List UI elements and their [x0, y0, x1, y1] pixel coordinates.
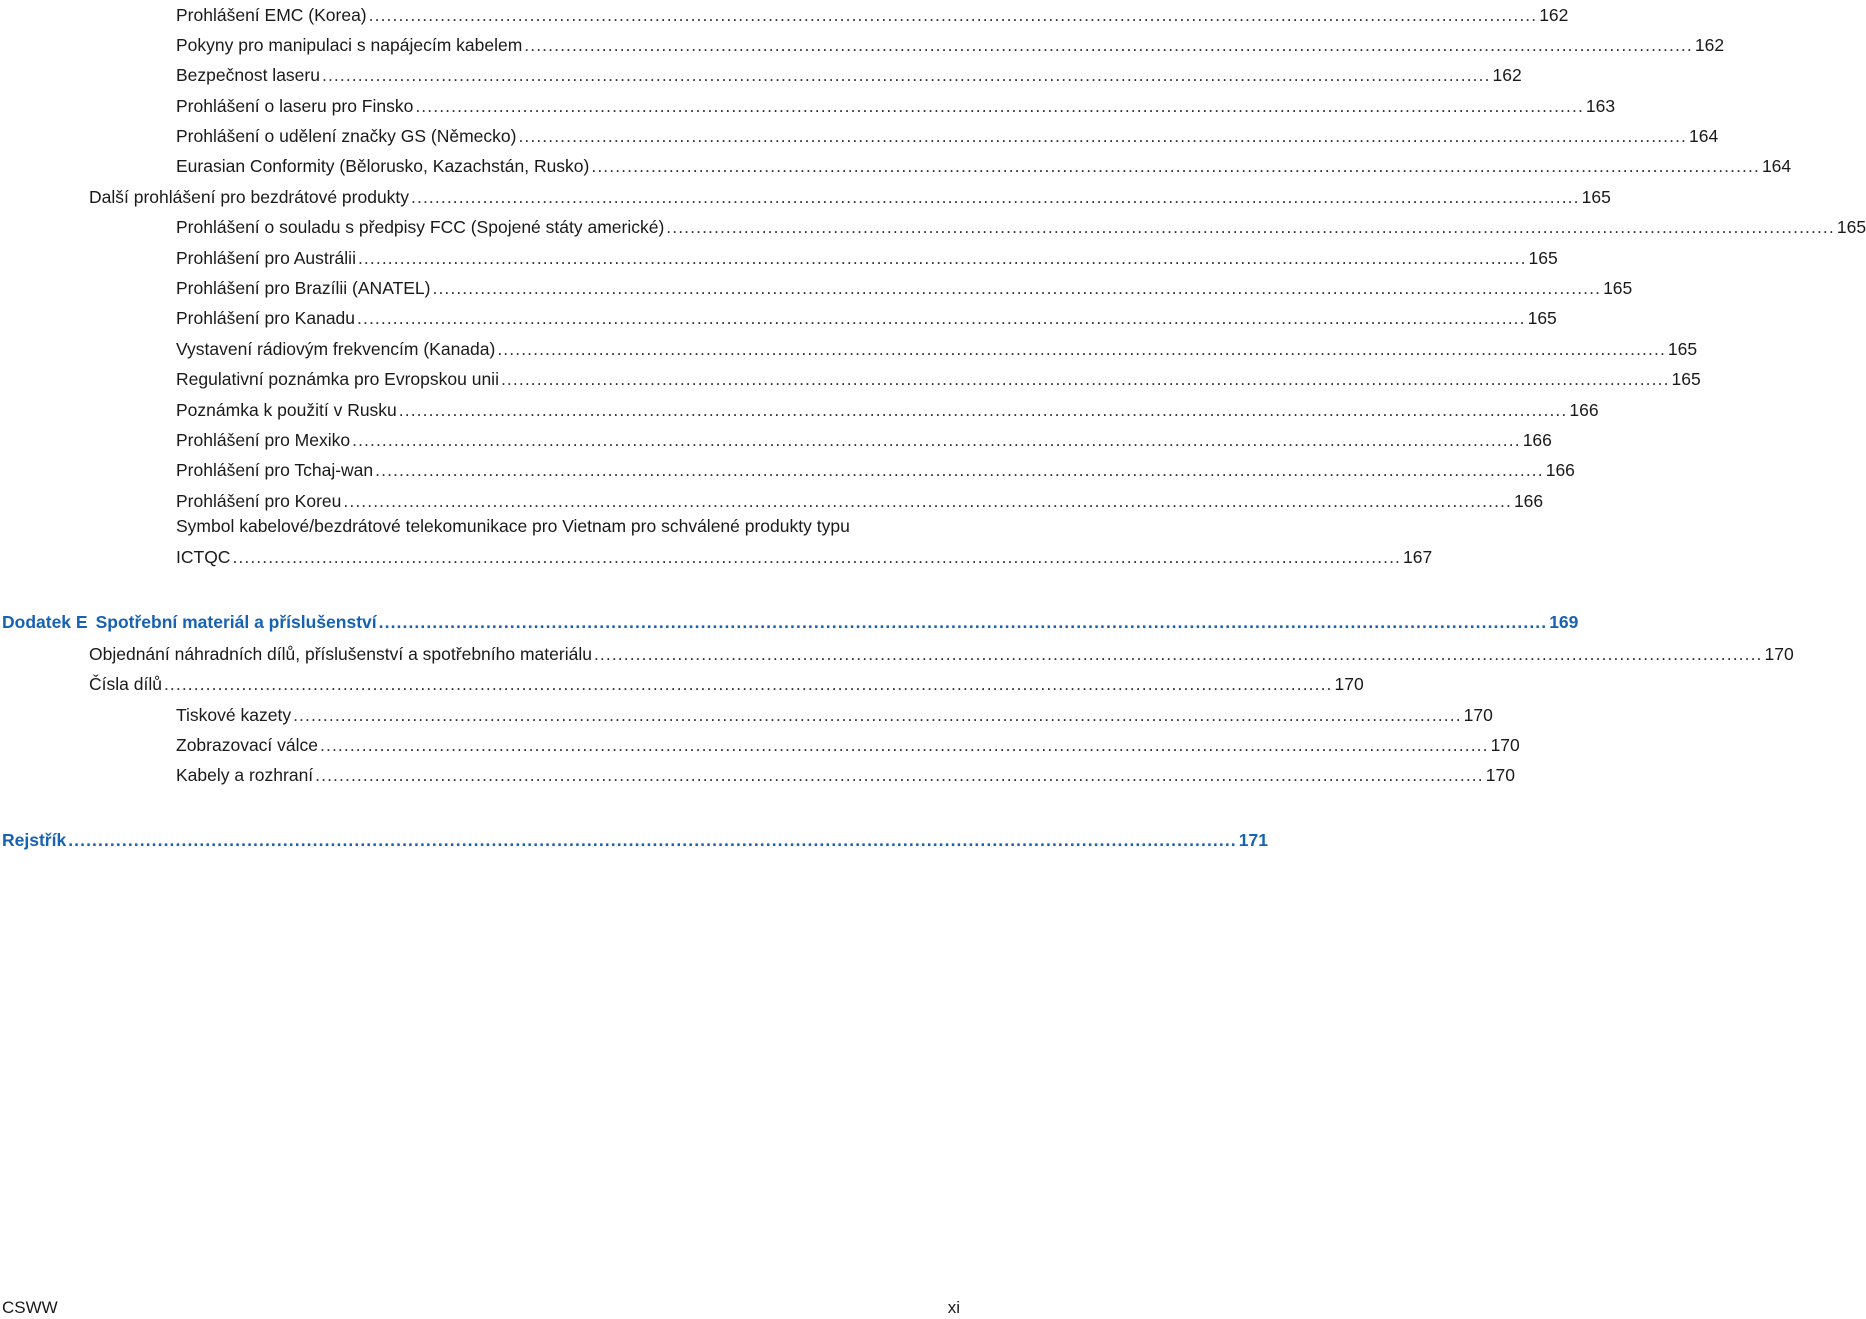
toc-chapter-index[interactable]	[2, 825, 1268, 851]
chapter-page: 171	[1238, 830, 1268, 850]
chapter-title: Spotřební materiál a příslušenství	[95, 612, 377, 632]
toc-entry[interactable]	[176, 303, 1557, 329]
dot-leader: ....................................................................................................................................................................................................	[411, 187, 1580, 207]
toc-entry-title: Kabely a rozhraní	[176, 765, 314, 785]
toc-entry-page: 170	[1334, 674, 1364, 694]
toc-entry-title-line1[interactable]: Symbol kabelové/bezdrátové telekomunikace pro Vietnam pro schválené produkty typu	[176, 516, 850, 536]
dot-leader: ....................................................................................................................................................................................................	[398, 400, 1568, 420]
dot-leader: ....................................................................................................................................................................................................	[524, 35, 1693, 55]
dot-leader: ....................................................................................................................................................................................................	[375, 460, 1544, 480]
toc-entry[interactable]	[176, 455, 1575, 481]
toc-entry[interactable]	[89, 182, 1611, 208]
toc-chapter-appendix-e[interactable]	[2, 607, 1579, 633]
toc-entry[interactable]	[176, 760, 1515, 786]
toc-entry-title: Prohlášení o souladu s předpisy FCC (Spojené státy americké)	[176, 217, 665, 237]
toc-entry-title: Prohlášení EMC (Korea)	[176, 5, 367, 25]
dot-leader: ....................................................................................................................................................................................................	[293, 705, 1462, 725]
dot-leader: ....................................................................................................................................................................................................	[518, 126, 1688, 146]
dot-leader: ....................................................................................................................................................................................................	[497, 339, 1666, 359]
toc-entry[interactable]	[176, 0, 1569, 26]
toc-entry-page: 165	[1527, 308, 1557, 328]
footer-page-number: xi	[947, 1298, 960, 1317]
dot-leader: ....................................................................................................................................................................................................	[666, 217, 1835, 237]
chapter-title: Rejstřík	[2, 830, 67, 850]
toc-entry-page: 170	[1485, 765, 1515, 785]
dot-leader: ....................................................................................................................................................................................................	[315, 765, 1484, 785]
toc-entry-title: Bezpečnost laseru	[176, 65, 320, 85]
toc-entry-title: Prohlášení pro Brazílii (ANATEL)	[176, 278, 431, 298]
toc-entry-page: 165	[1671, 369, 1701, 389]
dot-leader: ....................................................................................................................................................................................................	[500, 369, 1670, 389]
dot-leader: ....................................................................................................................................................................................................	[591, 156, 1760, 176]
toc-entry-title-line2: ICTQC	[176, 547, 231, 567]
toc-entry-page: 170	[1764, 644, 1794, 664]
dot-leader: ....................................................................................................................................................................................................	[432, 278, 1602, 298]
toc-entry[interactable]	[176, 243, 1558, 269]
toc-entry-title: Pokyny pro manipulaci s napájecím kabelem	[176, 35, 523, 55]
toc-entry-page: 165	[1528, 248, 1558, 268]
toc-entry[interactable]	[176, 364, 1701, 390]
toc-entry-title: Prohlášení pro Koreu	[176, 491, 342, 511]
dot-leader: ....................................................................................................................................................................................................	[232, 547, 1402, 567]
toc-entry-page: 166	[1513, 491, 1544, 511]
toc-entry[interactable]	[176, 730, 1520, 756]
toc-entry-page: 166	[1545, 460, 1575, 480]
toc-entry-title: Zobrazovací válce	[176, 735, 319, 755]
toc-entry[interactable]	[176, 212, 1866, 238]
toc-entry-page: 167	[1403, 547, 1433, 567]
dot-leader: ....................................................................................................................................................................................................	[321, 65, 1491, 85]
toc-entry-title: Regulativní poznámka pro Evropskou unii	[176, 369, 499, 389]
toc-entry-title: Vystavení rádiovým frekvencím (Kanada)	[176, 339, 496, 359]
dot-leader: ....................................................................................................................................................................................................	[68, 830, 1237, 850]
toc-entry-page: 166	[1522, 430, 1552, 450]
toc-entry-page: 165	[1603, 278, 1633, 298]
toc-entry-title: Prohlášení o laseru pro Finsko	[176, 96, 414, 116]
toc-entry[interactable]	[89, 639, 1794, 665]
toc-entry[interactable]	[176, 395, 1599, 421]
dot-leader: ....................................................................................................................................................................................................	[415, 96, 1584, 116]
toc-entry-page: 164	[1761, 156, 1792, 176]
toc-entry-title: Prohlášení o udělení značky GS (Německo)	[176, 126, 517, 146]
toc-entry-title: Tiskové kazety	[176, 705, 292, 725]
dot-leader: ....................................................................................................................................................................................................	[368, 5, 1538, 25]
toc-entry[interactable]	[176, 542, 1433, 568]
toc-entry-page: 163	[1585, 96, 1616, 116]
toc-entry-page: 165	[1581, 187, 1611, 207]
dot-leader: ....................................................................................................................................................................................................	[352, 430, 1521, 450]
chapter-page: 169	[1549, 612, 1579, 632]
toc-entry-page: 170	[1463, 705, 1493, 725]
toc-entry-page: 164	[1689, 126, 1719, 146]
toc-entry[interactable]	[176, 91, 1616, 117]
dot-leader: ....................................................................................................................................................................................................	[378, 612, 1548, 632]
toc-entry-page: 170	[1490, 735, 1520, 755]
toc-entry-title: Poznámka k použití v Rusku	[176, 400, 397, 420]
toc-entry[interactable]	[176, 30, 1725, 56]
toc-entry-page: 162	[1539, 5, 1569, 25]
toc-entry[interactable]	[176, 700, 1493, 726]
toc-entry-title: Eurasian Conformity (Bělorusko, Kazachstán, Rusko)	[176, 156, 590, 176]
toc-entry-title: Objednání náhradních dílů, příslušenství a spotřebního materiálu	[89, 644, 592, 664]
toc-entry-page: 166	[1569, 400, 1599, 420]
toc-entry[interactable]	[176, 151, 1792, 177]
dot-leader: ....................................................................................................................................................................................................	[343, 491, 1512, 511]
toc-entry-title: Prohlášení pro Austrálii	[176, 248, 356, 268]
toc-entry-page: 165	[1836, 217, 1866, 237]
toc-entry-title: Prohlášení pro Tchaj-wan	[176, 460, 374, 480]
toc-entry[interactable]	[176, 273, 1633, 299]
toc-entry-title: Čísla dílů	[89, 674, 162, 694]
toc-entry-title: Další prohlášení pro bezdrátové produkty	[89, 187, 410, 207]
chapter-label: Dodatek E	[2, 612, 88, 632]
toc-entry-page: 165	[1667, 339, 1698, 359]
toc-entry-page: 162	[1694, 35, 1725, 55]
toc-entry-title: Prohlášení pro Mexiko	[176, 430, 351, 450]
dot-leader: ....................................................................................................................................................................................................	[163, 674, 1333, 694]
dot-leader: ....................................................................................................................................................................................................	[357, 248, 1527, 268]
dot-leader: ....................................................................................................................................................................................................	[357, 308, 1526, 328]
toc-entry[interactable]	[176, 334, 1698, 360]
toc-entry[interactable]	[176, 425, 1552, 451]
dot-leader: ....................................................................................................................................................................................................	[320, 735, 1489, 755]
toc-entry[interactable]	[176, 60, 1522, 86]
toc-entry-title: Prohlášení pro Kanadu	[176, 308, 356, 328]
footer-doc-code: CSWW	[2, 1298, 58, 1317]
toc-entry[interactable]	[176, 486, 1544, 512]
dot-leader: ....................................................................................................................................................................................................	[593, 644, 1763, 664]
toc-entry[interactable]	[176, 121, 1719, 147]
toc-entry-page: 162	[1492, 65, 1522, 85]
toc-entry[interactable]	[89, 669, 1364, 695]
